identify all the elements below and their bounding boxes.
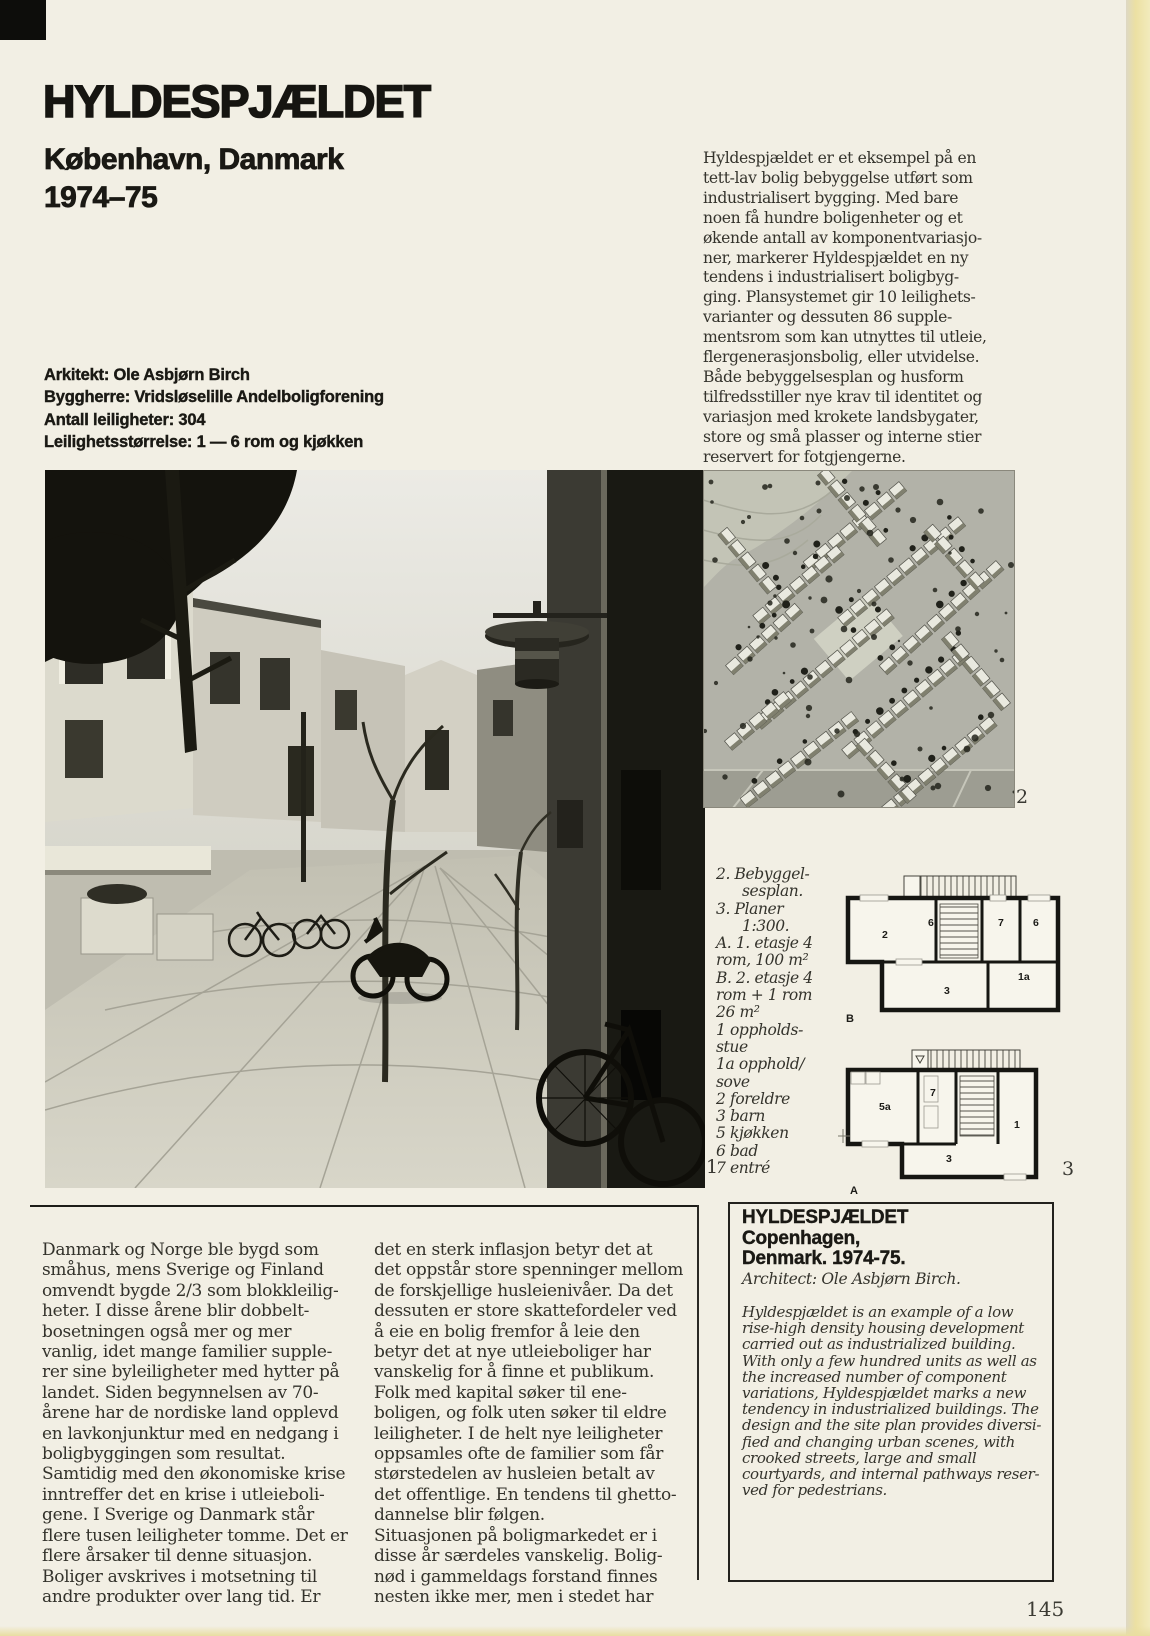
plan-b-room-6b: 6 [1033, 917, 1039, 929]
plan-b-room-1a: 1a [1018, 971, 1030, 983]
fence [45, 846, 211, 872]
plan-a-room-5a: 5a [879, 1101, 891, 1113]
figure-1-number: 1 [706, 1156, 719, 1178]
figure-2-number: 2 [1016, 786, 1029, 808]
light-pole [301, 712, 306, 882]
intro-column: Hyldespjældet er et eksempel på en tett-lav bolig bebyggelse utført som industrialisert bygging. Med bare noen få hundre boligenheter og et økende antall av komponentvariasjo- ner, markerer Hyldespjældet en ny tendens i industrialisert boligbyg- ging. Plansystemet gir 10 leilighets- varianter og dessuten 86 supple- mentsrom som kan utnyttes til utleie, flergenerasjonsbolig, eller utvidelse. Både bebyggelsesplan og husform tilfredsstiller nye krav til identitet og variasjon med krokete landsbygater, store og små plasser og interne stier reservert for fotgjengerne. [703, 149, 987, 466]
plan-a-letter: A [850, 1185, 858, 1196]
scan-corner-mark [0, 0, 46, 40]
figure-caption: 2. Bebyggel- sesplan. 3. Planer 1:300. A. 1. etasje 4 rom, 100 m² B. 2. etasje 4 rom + 1 rom 26 m² 1 oppholds- stue 1a opphold/ sove 2 foreldre 3 barn 5 kjøkken 6 bad 7 entré [716, 865, 813, 1178]
page-subtitle: København, Danmark [44, 143, 344, 176]
body-column-left: Danmark og Norge ble bygd som småhus, mens Sverige og Finland omvendt bygde 2/3 som blokkleilig- heter. I disse årene blir dobbelt- bosetningen også mer og mer vanlig, idet mange familier supple- rer sine byleiligheter med hytter på landet. Siden begynnelsen av 70- årene har de nordiske land opplevd en lavkonjunktur med en nedgang i boligbyggingen som resultat. Samtidig med den økonomiske krise inntreffer det en krise i utleieboli- gene. I Sverige og Danmark står flere tusen leiligheter tomme. Det er flere årsaker til denne situasjon. Boliger avskrives i motsetning til andre produkter over lang tid. Er [42, 1240, 348, 1607]
plan-b-room-3: 3 [944, 985, 950, 997]
stair-inner-b [940, 904, 978, 958]
window-left-3 [335, 690, 357, 730]
section-rule [30, 1205, 698, 1207]
dark-window-1 [621, 770, 661, 890]
plan-b-room-2: 2 [882, 929, 888, 941]
floor-plan-b [840, 868, 1065, 1030]
street-photo-drawing [45, 470, 705, 1188]
stair-landing-b [904, 876, 920, 898]
page-edge-bottom [0, 1626, 1150, 1636]
page-edge-right [1126, 0, 1150, 1636]
plan-a-room-1: 1 [1014, 1119, 1020, 1131]
summary-body: Hyldespjældet is an example of a low rise-high density housing development carried out as industrialized building. With only a few hundred units as well as the increased number of component variations, Hyldespjældet marks a new tendency in industrialized buildings. The design and the site plan provides diversi- fied and changing urban scenes, with crooked streets, large and small courtyards, and internal pathways reser- ved for pedestrians. [742, 1303, 1042, 1500]
stair-landing-a [912, 1050, 928, 1070]
plan-a-outline [848, 1070, 1036, 1177]
siteplan-drawing [703, 470, 1015, 808]
plan-a-room-7: 7 [930, 1087, 936, 1099]
siteplan-photo [703, 470, 1015, 808]
summary-architect: Architect: Ole Asbjørn Birch. [742, 1270, 961, 1288]
project-facts: Arkitekt: Ole Asbjørn Birch Byggherre: Vridsløselille Andelboligforening Antall leiligheter: 304 Leilighetsstørrelse: 1 — 6 rom og kjøkken [44, 366, 384, 452]
body-column-middle: det en sterk inflasjon betyr det at det oppstår store spenninger mellom de forskjellige husleienivåer. Da det dessuten er store skattefordeler ved å eie en bolig fremfor å leie den betyr det at nye utleieboliger har vanskelig for å finne et publikum. Folk med kapital søker til ene- boligen, og folk uten søker til eldre leiligheter. I de helt nye leiligheter oppsamles ofte de familier som får størstedelen av husleien betalt av det offentlige. En tendens til ghetto- dannelse blir følgen. Situasjonen på boligmarkedet er i disse år særdeles vanskelig. Bolig- nød i gammeldags forstand finnes nesten ikke mer, men i stedet har [374, 1240, 684, 1607]
english-summary-box [728, 1202, 1054, 1582]
street-photo [45, 470, 705, 1188]
page-number: 145 [1026, 1597, 1065, 1621]
fence-shadow [45, 870, 211, 875]
stair-run-a [928, 1050, 1020, 1070]
near-slab-window [557, 800, 583, 848]
project-years: 1974–75 [44, 181, 158, 214]
dark-building-edge [601, 470, 607, 1188]
summary-title: HYLDESPJÆLDET Copenhagen, Denmark. 1974-75. [742, 1207, 909, 1270]
figure-3-number: 3 [1062, 1158, 1075, 1180]
stair-inner-a [960, 1076, 994, 1136]
page-title: HYLDESPJÆLDET [43, 76, 431, 127]
window-mid-right [493, 700, 513, 736]
floor-plan-b-drawing [840, 868, 1065, 1026]
floor-plan-a [838, 1036, 1068, 1200]
plan-a-room-3: 3 [946, 1153, 952, 1165]
plan-b-letter: B [846, 1013, 854, 1025]
floor-plan-a-drawing [838, 1036, 1068, 1196]
plan-b-room-7: 7 [998, 917, 1004, 929]
plan-b-room-6a: 6 [928, 917, 934, 929]
